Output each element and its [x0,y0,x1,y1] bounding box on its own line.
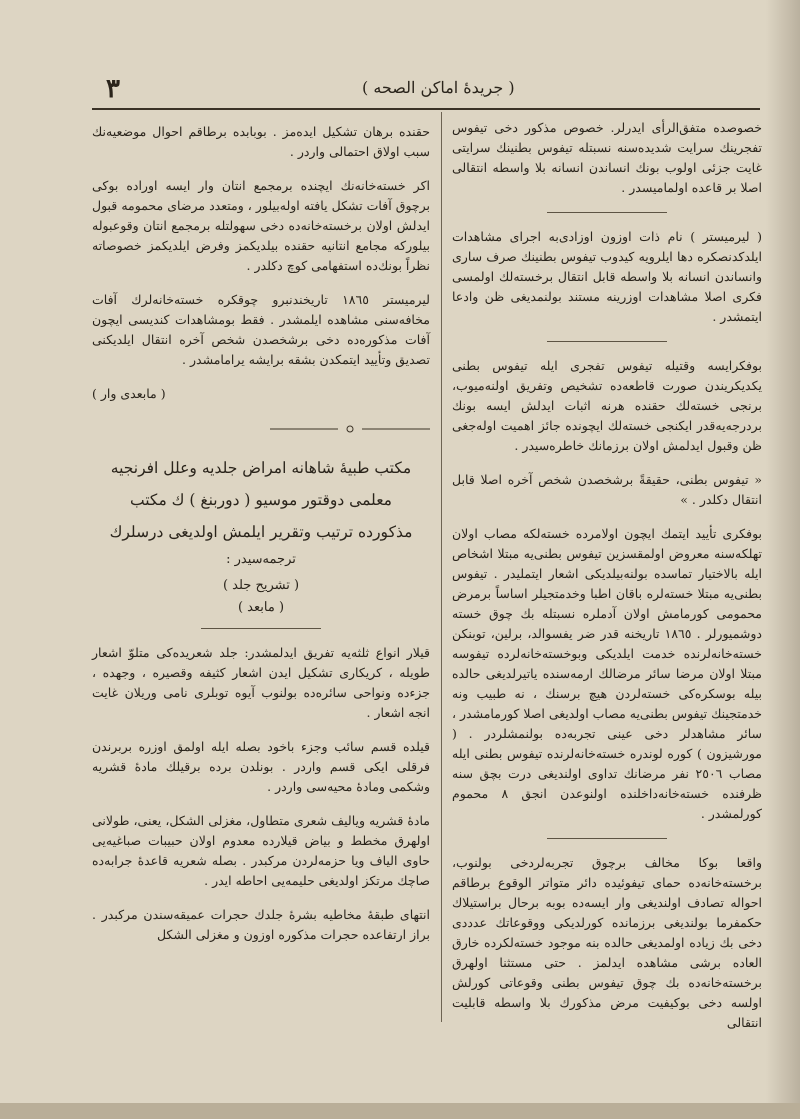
section-title: ( تشريح جلد ) [222,578,300,593]
paragraph: قيلده قسم سائب وجزء باخود بصله ايله اولمق اوزره بربرندن فرقلی ايكی قسم واردر . بونلدن برده برقيلك مادهٔ قشريه وشكمی ومادهٔ محيه‌سی واردر . [92,739,430,794]
article-heading-line: مذكورده ترتيب وتقرير ايلمش اولديغی درسلرك [109,523,413,541]
paragraph: مادهٔ قشريه وياليف شعری متطاول، مغزلی الشكل، يعنی، طولانی اولهرق مخطط و بياض قيلارده معدوم اولان حبيبات صباغيه‌يی حاوی الياف ويا حزمه‌لردن مركبدر . بصله شعريه قاعدهٔ جرابه‌ده صاچك مرتكز اولديغی حليمه‌يی احاطه ايدر . [92,813,430,888]
paragraph-separator [547,212,667,213]
section-follow-note: ( مابعد ) [237,600,285,615]
paragraph-separator [547,341,667,342]
paragraph: ليرميستر ١٨٦٥ تاريخندنبرو چوقكره خسته‌خانه‌لرك آفات مخافه‌سنی مشاهده ايلمشدر . فقط بومشاهدات كنديسی ايچون آفات مذكوره‌ده دخی برشخصدن شخص آخره انتقال ايلديكنی تصديق وتأييد ايتمكدن بشقه برايشه يرامامشدر . [92,292,430,367]
paragraph: بوفكرايسه وقتيله تيفوس تفجری ايله تيفوس بطنی يكديكريندن صورت قاطعه‌ده تشخيص وتفريق اولنه‌ميوب، برنجی خسته‌لك حقنده هرنه اثبات ايدلش ايسه بونك بردرجه‌يه‌قدر ايكنجی خسته‌لك ايچونده جائز اهميت اوله‌جغی ظن وقبول ايدلمش اولان برزمانك خاطره‌سيدر . [452,358,762,453]
paragraph: بوفكری تأييد ايتمك ايچون اولامرده خسته‌لكه مصاب اولان تهلكه‌سنه معروض اولمقسزين تيفوس بطنی‌يه مبتلا اشخاص ايله بالاختيار تماسده بولنه‌بيلديكی اشعار ايتمليدر . تيفوس بطنی‌يه مبتلا خسته‌لره باقان اطبا وخدمتجيلر اساساً برمرض محمومی كورمامش اولان آدملره نسبتله بك چوق خسته دوشميورلر . ١٨٦٥ تاريخنه قدر ضر يفسوالد، برلين، توبنكن خسته‌خانه‌لرنده خدمت ايلديكی وبوخسته‌خانه‌لرده تيفوسه مبتلا اولان مرضا سائر مرضالك ارمه‌سنده ياتيرلديغی حالده بيله بوسكره‌كی خسته‌لردن هيچ برسنك ، نه طبيب ونه خدمتجينك تيفوس بطنی‌يه مصاب اولديغی اصلا كورمامشدر ، سائر مشاهدلر دخی عينی تجربه‌ده بولنمشلردر . ( مورشيزون ) كوره لوندره خسته‌خانه‌لرنده تيفوس بطنی ايله مصاب ٢٥٠٦ نفر مرضانك تداوی اولنديغی درت بچق سنه ظرفنده خسته‌خانه‌داخلنده اولنوعدن انجق ٨ محموم كورلمشدر . [451,526,762,821]
paragraph: انتهای طبقهٔ مخاطيه بشرهٔ جلدك حجرات عميقه‌سندن مركبدر . براز ارتفاعده حجرات مذكوره اوزون و مغزلی الشكل [92,907,430,942]
paragraph: اكر خسته‌خانه‌نك ايچنده برمجمع انتان وار ايسه اوراده بوكی برچوق آفات تشكل يافته اوله‌بيلور ، ومتعدد مرضای محمومه قبول ايدلش اولان برخسته‌خانه‌ده دخی سهولتله برمجمع انتان وقوعبوله بيلوركه مجامع انتانيه حقنده بيلديكمز وفرض ايلديكمز خصوصاته نظراً بونك‌ده استفهامی كوچ دكلدر . [92,178,430,273]
continuation-note: ( مابعدی وار ) [92,386,166,401]
paragraph: قيلار انواع ثلثه‌يه تفريق ايدلمشدر: جلد شعريده‌كی متلوّ اشعار طويله ، كريكاری تشكيل ايدن اشعار كثيفه وقصيره ، وجهده ، جزءده ونواحی سائره‌ده بولنوب آيوه توبلری نامی وريلان غايت انجه اشعار . [92,645,430,720]
header-rule [92,108,760,110]
ornament-divider [270,424,430,434]
page-edge-shadow [766,0,800,1119]
paragraph: حقنده برهان تشكيل ايدەمز . بوبابده برطاقم احوال موضعيه‌نك سبب اولاق احتمالی واردر . [92,124,430,159]
column-divider [441,112,442,1022]
right-column [452,118,762,1047]
paragraph-separator [201,628,321,629]
paragraph: ( ليرميستر ) نام ذات اوزون اوزادی‌به اجرای مشاهدات ايلدكدنصكره دها ايلرويه كيدوب تيفوس بطنينك صرف ساری وانساندن انسانه بلا واسطه قابل انتقال برخسته‌لك اولمسی فكری اصلا مشاهدات اوزرينه مستند بولنمديغی ظن وادعا ايتمشدر . [452,229,762,324]
page-bottom-edge [0,1103,800,1119]
paragraph: خصوصده متفق‌الرأی ايدرلر. خصوص مذكور دخی تيفوس تفجرينك سرايت شديده‌سنه نسبتله تيفوس بطنينك سرايتی غايت جزئی اولوب بونك انساندن انسانه بلا واسطه انتقالی اصلا بر قاعده اولماميسدر . [452,120,762,195]
page-number: ٣ [106,74,120,104]
newspaper-title: ( جريدهٔ اماكن الصحه ) [362,78,515,97]
left-column [92,122,430,959]
article-heading-line: معلمی دوقتور موسيو ( دوربنغ ) ك مكتب [130,491,392,509]
quotation: « تيفوس بطنی، حقيقةً برشخصدن شخص آخره اصلا قابل انتقال دكلدر . » [452,472,762,507]
paragraph-separator [547,838,667,839]
paragraph: واقعا بوكا مخالف برچوق تجربه‌لردخی بولنوب، برخسته‌خانه‌ده حمای تيفوئيده دائر متواتر الوقوع برطاقم احواله تصادف اولنديغی وار ايسه‌ده بوبه برحال براستيلاك حكمفرما بولنديغی برزمانده كورلديكی ووقوعاتك عدددی دخی بك زياده اولمديغی حالده بنه موجود خسته‌لكرده خارق العاده برشی مشاهده ايدلمز . حتی مستثنا اولهرق برخسته‌خانه‌ده بك چوق تيفوس بطنی وقوعاتی كورلش اولسه دخی بوكيفيت مرض مذكورك بلا واسطه قابليت انتقالی [452,855,762,1030]
article-heading-line: مكتب طبيهٔ شاهانه امراض جلديه وعلل افرنجيه [110,459,412,477]
page-header [92,70,752,110]
translator-line: ترجمه‌سيدر : [226,552,296,567]
